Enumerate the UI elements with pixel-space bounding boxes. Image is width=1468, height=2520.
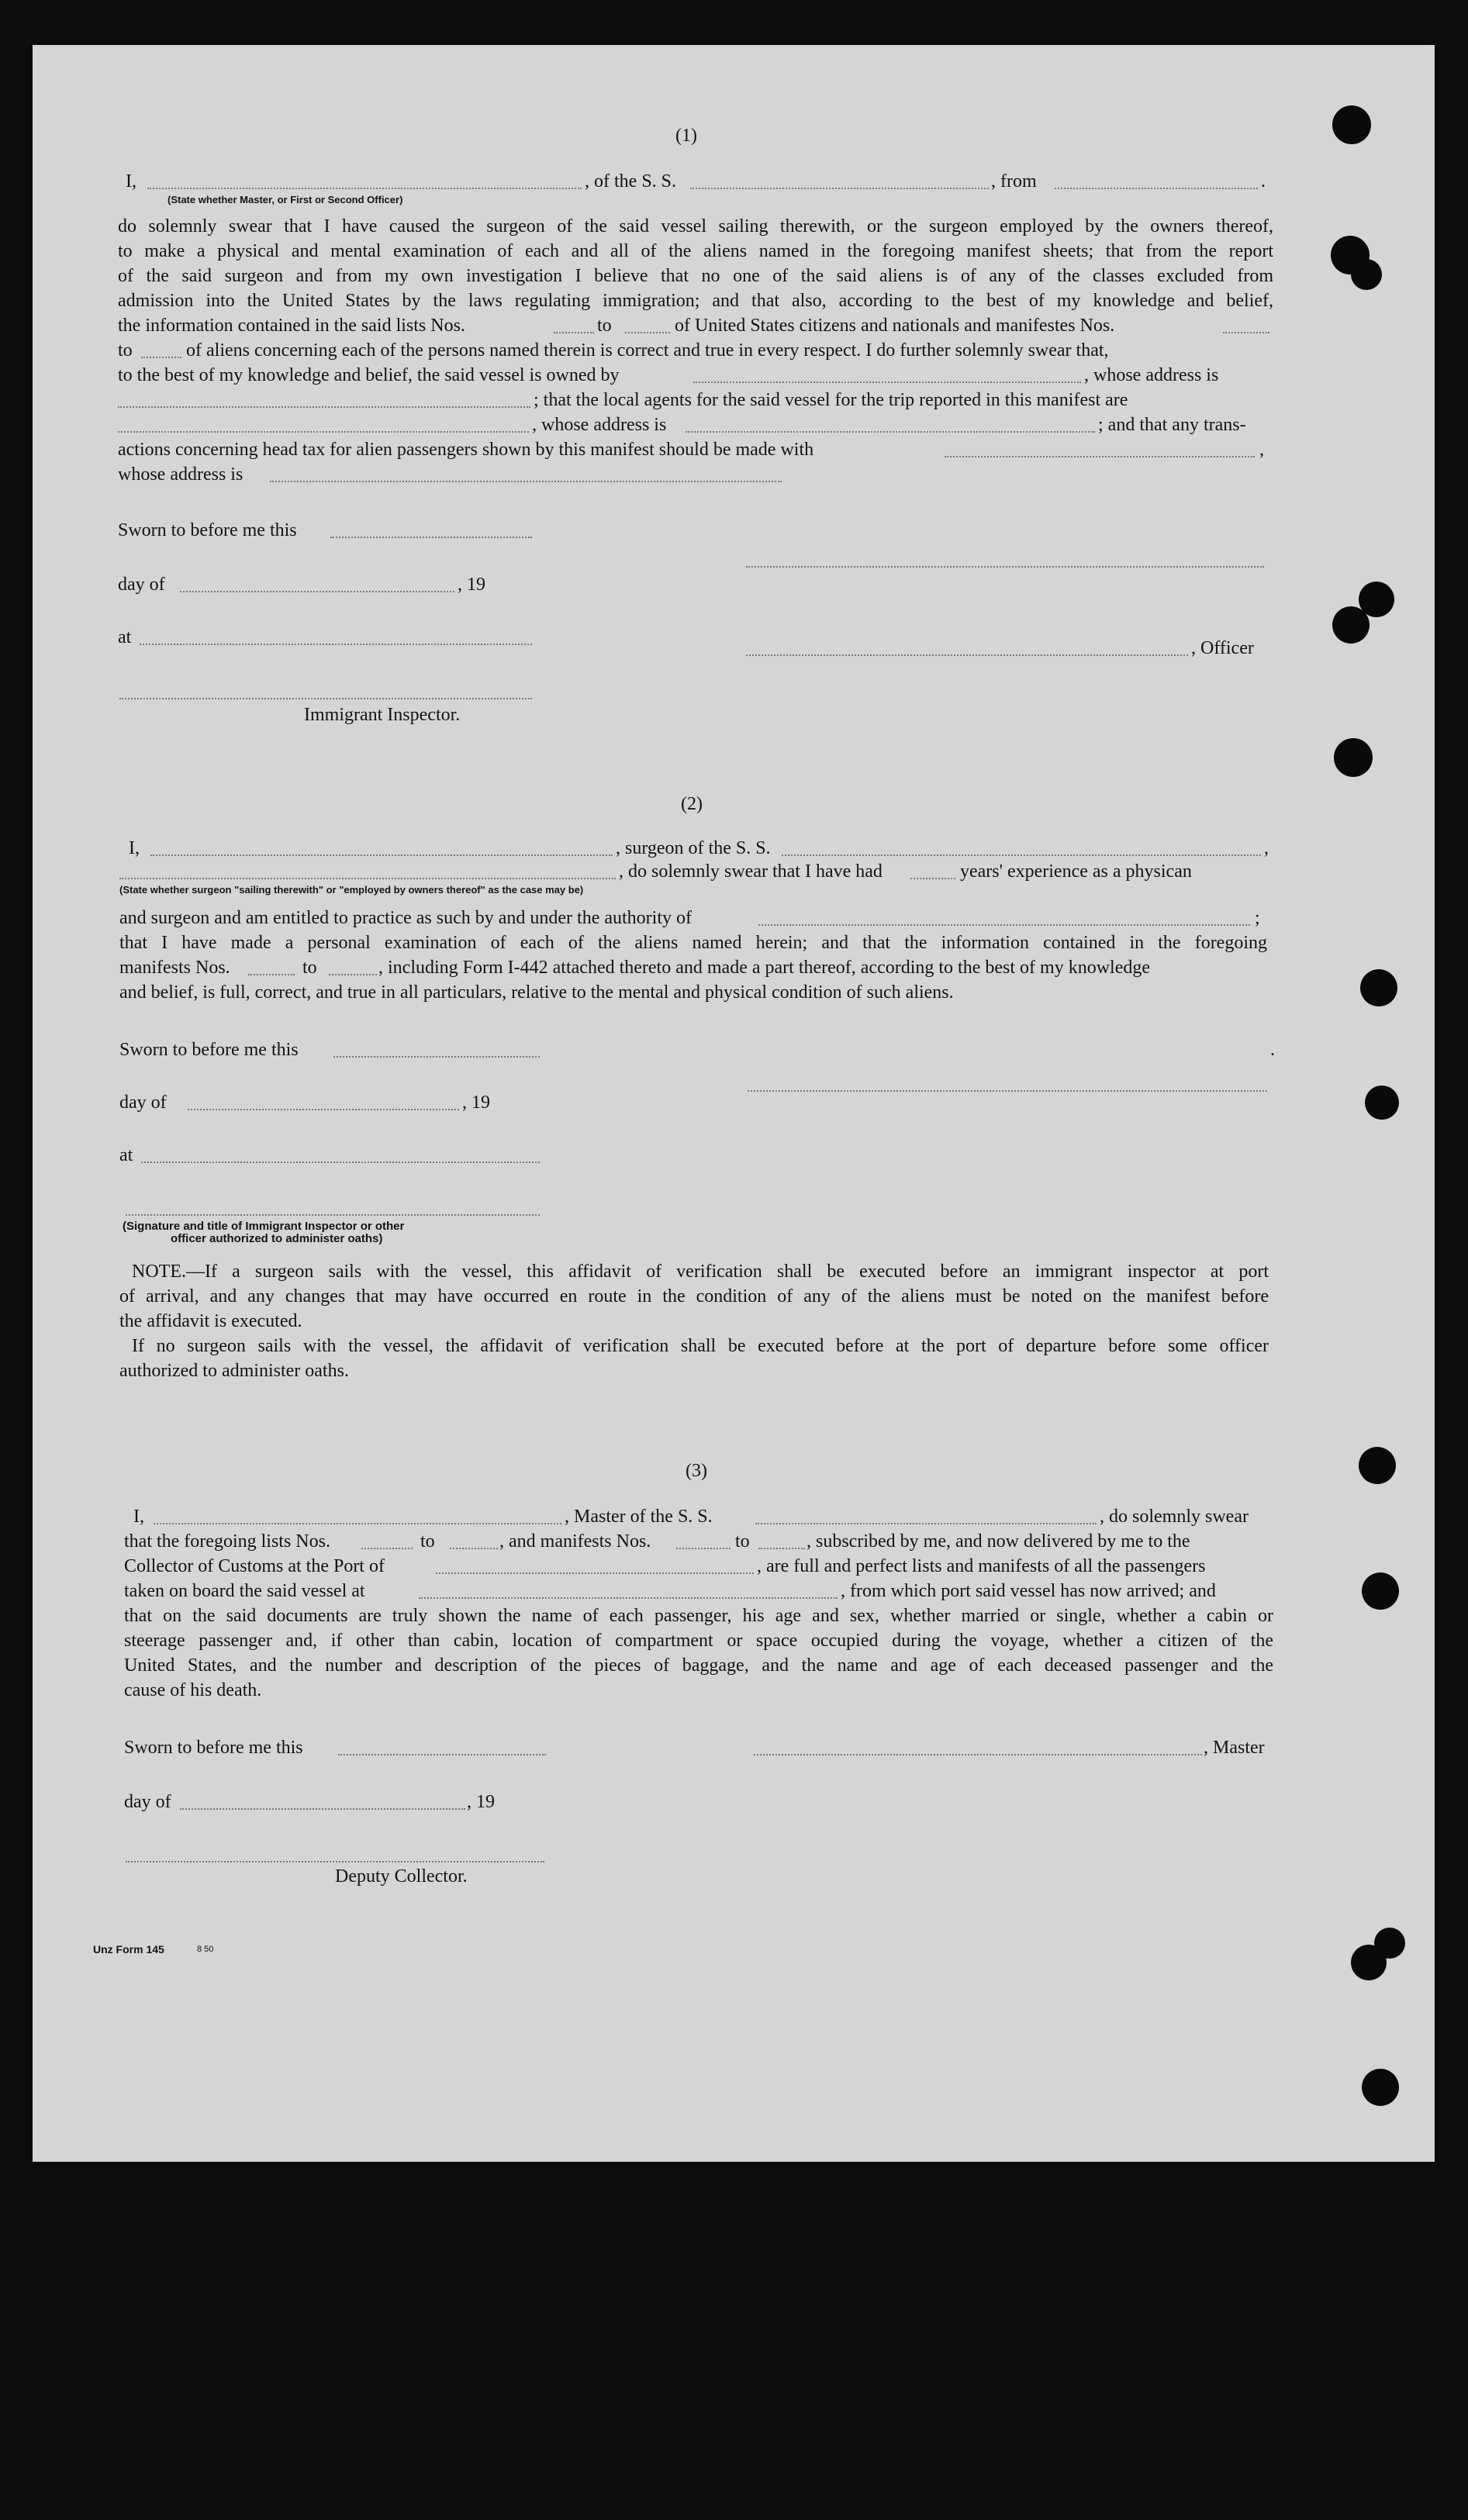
s1-from-line[interactable] [1055, 188, 1258, 189]
punch-hole [1359, 1447, 1396, 1484]
s1-officer-line[interactable] [746, 654, 1188, 656]
s1-aliens-a: to [118, 340, 133, 361]
s1-aliens-b: of aliens concerning each of the persons named therein is correct and true in every respect. I do further solemnly swear that, [186, 340, 1109, 361]
s3-master: , Master [1204, 1738, 1265, 1758]
s1-head-tax-address-line[interactable] [270, 481, 782, 482]
s3-lists-a: that the foregoing lists Nos. [124, 1531, 330, 1552]
s3-port-line[interactable] [436, 1572, 754, 1574]
s1-lists-from-line[interactable] [554, 332, 594, 333]
s3-lists-to-line[interactable] [450, 1548, 498, 1549]
s3-body-line: United States, and the number and description of the pieces of baggage, and the name and age of each deceased passenger and the [124, 1655, 1273, 1676]
s1-at-line[interactable] [140, 644, 532, 645]
s1-sworn-line[interactable] [330, 537, 532, 538]
punch-hole [1362, 2069, 1399, 2106]
section-1-heading: (1) [675, 126, 697, 146]
s1-info-a: the information contained in the said lists Nos. [118, 316, 465, 336]
punch-hole [1351, 1945, 1387, 1980]
s2-authority-end: ; [1255, 908, 1260, 928]
punch-hole [1332, 105, 1371, 144]
s2-sworn-end: . [1270, 1040, 1275, 1060]
s3-deputy: Deputy Collector. [335, 1866, 468, 1887]
s2-day-line[interactable] [188, 1109, 459, 1110]
s3-master-signature-line[interactable] [754, 1754, 1202, 1755]
s1-year: , 19 [458, 575, 485, 595]
s1-agents-address-line[interactable] [686, 431, 1095, 433]
s3-ship-line[interactable] [755, 1523, 1097, 1524]
s1-at: at [118, 627, 132, 647]
s2-exam: that I have made a personal examination of each of the aliens named herein; and that the information contained in the foregoing [119, 933, 1267, 953]
s2-manifests-a: manifests Nos. [119, 958, 230, 978]
s1-body-line: of the said surgeon and from my own investigation I believe that no one of the said aliens is of any of the classes excluded from [118, 266, 1273, 286]
form-code: 8 50 [197, 1945, 214, 1954]
s1-agents-end: ; and that any trans- [1098, 415, 1246, 435]
s3-lists-e: , subscribed by me, and now delivered by me to the [807, 1531, 1190, 1552]
s1-name-line[interactable] [147, 188, 582, 189]
s1-from: , from [991, 171, 1037, 192]
s2-manifests-c: , including Form I-442 attached thereto and made a part thereof, according to the best of my knowledge [378, 958, 1151, 978]
s2-ship-line[interactable] [782, 854, 1261, 856]
s2-note-line: the affidavit is executed. [119, 1311, 302, 1331]
s1-body-line: to make a physical and mental examination of each and all of the aliens named in the foregoing manifest sheets; that from the report [118, 241, 1273, 261]
s3-sworn-line[interactable] [338, 1754, 546, 1755]
s1-head-tax-line[interactable] [945, 456, 1255, 457]
s2-authority: and surgeon and am entitled to practice as such by and under the authority of [119, 908, 692, 928]
s1-owner-address-line[interactable] [118, 406, 530, 408]
s3-swear: , do solemnly swear [1100, 1507, 1249, 1527]
s2-at: at [119, 1145, 133, 1165]
s1-info-b: to [597, 316, 612, 336]
s1-day-line[interactable] [180, 591, 454, 592]
s1-officer: , Officer [1191, 638, 1254, 658]
s2-i: I, [129, 838, 140, 858]
s2-year: , 19 [462, 1093, 490, 1113]
s3-departure-port-line[interactable] [419, 1597, 838, 1599]
punch-hole [1362, 1572, 1399, 1610]
s2-surgeon-note: (State whether surgeon "sailing therewith" or "employed by owners thereof" as the case may be) [119, 884, 584, 896]
s2-line1-end: , [1264, 838, 1269, 858]
s3-body-line: cause of his death. [124, 1680, 262, 1700]
s2-name-line[interactable] [150, 854, 613, 856]
s1-lists-to-line[interactable] [625, 332, 670, 333]
s1-actions-end: , [1259, 440, 1264, 460]
s3-sworn: Sworn to before me this [124, 1738, 303, 1758]
s3-port-b: , are full and perfect lists and manifests of all the passengers [757, 1556, 1206, 1576]
s1-of-ss: , of the S. S. [585, 171, 677, 192]
s3-i: I, [133, 1507, 144, 1527]
s2-day-of: day of [119, 1093, 167, 1113]
punch-hole [1332, 606, 1370, 644]
s1-i: I, [126, 171, 136, 192]
section-2-heading: (2) [681, 794, 703, 814]
s1-owned-a: to the best of my knowledge and belief, the said vessel is owned by [118, 365, 620, 385]
s2-note2-line: authorized to administer oaths. [119, 1361, 349, 1381]
s2-signature-line[interactable] [748, 1090, 1267, 1092]
s2-belief: and belief, is full, correct, and true in all particulars, relative to the mental and physical condition of such aliens. [119, 982, 954, 1003]
s2-sworn: Sworn to before me this [119, 1040, 299, 1060]
s1-agents-line[interactable] [118, 431, 529, 433]
s2-manifests-b: to [302, 958, 317, 978]
s2-note-line: NOTE.—If a surgeon sails with the vessel, this affidavit of verification shall be executed before an immigrant inspector at port [132, 1262, 1269, 1282]
s1-agents: ; that the local agents for the said vessel for the trip reported in this manifest are [534, 390, 1128, 410]
s1-signature-line[interactable] [746, 566, 1264, 568]
s3-board-a: taken on board the said vessel at [124, 1581, 365, 1601]
s2-authority-line[interactable] [758, 924, 1250, 926]
s1-aliens-to-line[interactable] [141, 357, 181, 358]
document-page [33, 45, 1435, 2162]
s3-manifests-from-line[interactable] [676, 1548, 731, 1549]
s1-info-c: of United States citizens and nationals and manifestes Nos. [675, 316, 1115, 336]
s3-lists-b: to [420, 1531, 435, 1552]
s1-officer-note: (State whether Master, or First or Second Officer) [168, 194, 403, 205]
s1-body-line: admission into the United States by the laws regulating immigration; and that also, according to the best of my knowledge and belief, [118, 291, 1273, 311]
s2-note-line: of arrival, and any changes that may have occurred en route in the condition of any of the aliens must be noted on the manifest before [119, 1286, 1269, 1307]
s3-manifests-to-line[interactable] [758, 1548, 805, 1549]
s1-inspector: Immigrant Inspector. [304, 705, 461, 725]
s1-owner-line[interactable] [693, 381, 1081, 383]
s2-years-line[interactable] [910, 878, 955, 879]
s1-actions: actions concerning head tax for alien passengers shown by this manifest should be made with [118, 440, 814, 460]
punch-hole [1334, 738, 1373, 777]
s3-lists-d: to [735, 1531, 750, 1552]
s2-at-line[interactable] [141, 1162, 540, 1163]
s1-body-line: do solemnly swear that I have caused the surgeon of the said vessel sailing therewith, or the surgeon employed by the owners thereof, [118, 216, 1273, 236]
s2-sworn-line[interactable] [333, 1056, 540, 1058]
s2-manifests-to-line[interactable] [329, 974, 377, 975]
punch-hole [1351, 259, 1382, 290]
s3-master-of: , Master of the S. S. [565, 1507, 713, 1527]
s3-port-a: Collector of Customs at the Port of [124, 1556, 385, 1576]
s1-sworn: Sworn to before me this [118, 520, 297, 540]
s2-surgeon-status-line[interactable] [119, 878, 616, 879]
s3-board-b: , from which port said vessel has now arrived; and [841, 1581, 1216, 1601]
s1-day-of: day of [118, 575, 165, 595]
s2-note2-line: If no surgeon sails with the vessel, the affidavit of verification shall be executed before at the port of departure before some officer [132, 1336, 1269, 1356]
s3-day-line[interactable] [180, 1808, 465, 1810]
s3-deputy-line[interactable] [126, 1861, 544, 1862]
s1-ship-line[interactable] [690, 188, 989, 189]
s2-sig-note-2: officer authorized to administer oaths) [171, 1232, 383, 1245]
s3-lists-c: , and manifests Nos. [499, 1531, 651, 1552]
s2-sig-note-1: (Signature and title of Immigrant Inspector or other [123, 1220, 405, 1233]
s2-swear-a: , do solemnly swear that I have had [619, 861, 883, 882]
s3-day-of: day of [124, 1792, 171, 1812]
s3-name-line[interactable] [154, 1523, 561, 1524]
s2-swear-b: years' experience as a physican [960, 861, 1192, 882]
s1-whose: whose address is [118, 464, 244, 485]
s2-officer-signature-line[interactable] [126, 1214, 540, 1216]
s2-surgeon-of: , surgeon of the S. S. [616, 838, 771, 858]
punch-hole [1360, 969, 1397, 1006]
s3-body-line: that on the said documents are truly shown the name of each passenger, his age and sex, whether married or single, whether a cabin or [124, 1606, 1273, 1626]
s1-inspector-line[interactable] [119, 698, 532, 699]
s3-lists-from-line[interactable] [361, 1548, 413, 1549]
s3-body-line: steerage passenger and, if other than cabin, location of compartment or space occupied during the voyage, whether a citizen of the [124, 1631, 1273, 1651]
s1-owned-b: , whose address is [1084, 365, 1219, 385]
s1-manifests-line[interactable] [1223, 332, 1269, 333]
s1-line1-end: . [1261, 171, 1266, 192]
section-3-heading: (3) [686, 1461, 707, 1481]
s2-manifests-from-line[interactable] [248, 974, 295, 975]
s1-agents-address: , whose address is [532, 415, 667, 435]
punch-hole [1365, 1086, 1399, 1120]
form-number: Unz Form 145 [93, 1943, 164, 1956]
s3-year: , 19 [467, 1792, 495, 1812]
